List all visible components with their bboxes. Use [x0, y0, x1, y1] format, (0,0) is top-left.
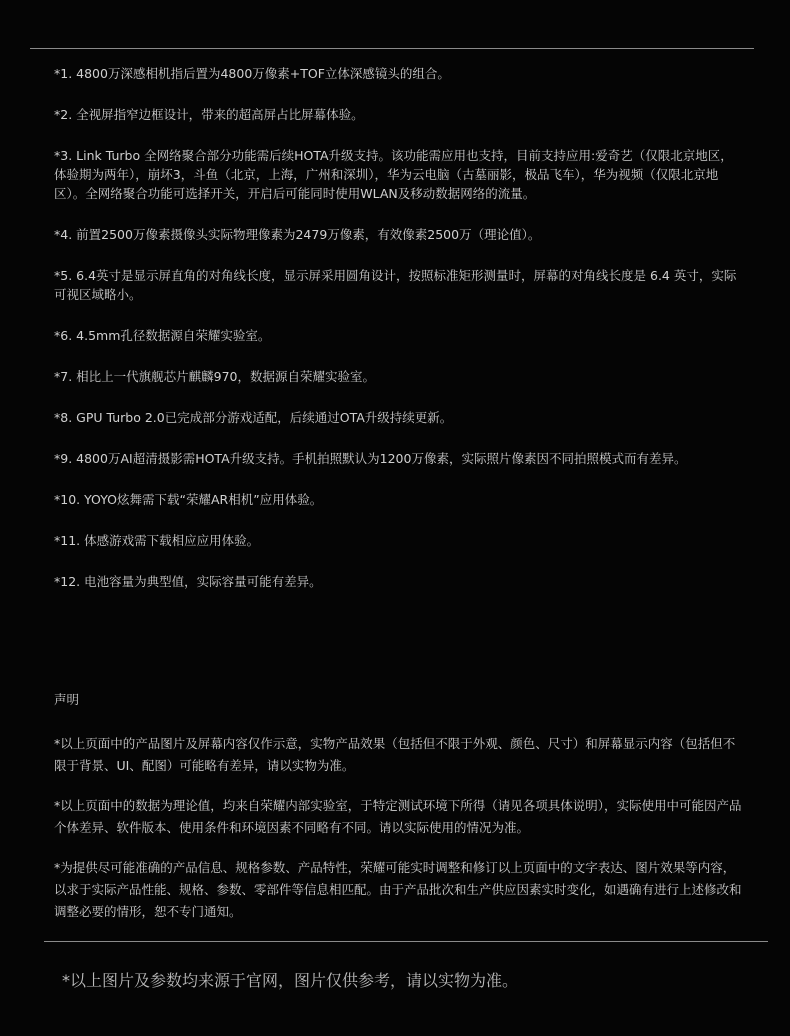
footnote-3: *3. Link Turbo 全网络聚合部分功能需后续HOTA升级支持。该功能需应用也支持，目前支持应用:爱奇艺（仅限北京地区，体验期为两年），崩坏3，斗鱼（北京，上海，广州和深圳），华为云电脑（古墓丽影，极品飞车），华为视频（仅限北京地区）。全网络聚合功能可选择开关，开启后可能同时使用WLAN及移动数据网络的流量。: [54, 148, 733, 201]
bottom-divider: [44, 941, 768, 942]
footnote-1: *1. 4800万深感相机指后置为4800万像素+TOF立体深感镜头的组合。: [54, 66, 450, 81]
footnote-11: *11. 体感游戏需下载相应应用体验。: [54, 533, 260, 548]
footnote-6: *6. 4.5mm孔径数据源自荣耀实验室。: [54, 328, 271, 343]
footnotes-list: [54, 64, 744, 613]
footnote-5: *5. 6.4英寸是显示屏直角的对角线长度，显示屏采用圆角设计，按照标准矩形测量时，屏幕的对角线长度是 6.4 英寸，实际可视区域略小。: [54, 268, 737, 302]
source-note: *以上图片及参数均来源于官网，图片仅供参考，请以实物为准。: [62, 971, 519, 990]
declaration-title: 声明: [54, 692, 80, 707]
top-divider: [30, 48, 754, 49]
declaration-paragraph: *以上页面中的产品图片及屏幕内容仅作示意，实物产品效果（包括但不限于外观、颜色、尺寸）和屏幕显示内容（包括但不限于背景、UI、配图）可能略有差异，请以实物为准。: [54, 736, 736, 773]
declaration-paragraph: *以上页面中的数据为理论值，均来自荣耀内部实验室，于特定测试环境下所得（请见各项具体说明），实际使用中可能因产品个体差异、软件版本、使用条件和环境因素不同略有不同。请以实际使用的情况为准。: [54, 798, 742, 835]
footnote-4: *4. 前置2500万像素摄像头实际物理像素为2479万像素，有效像素2500万（理论值）。: [54, 227, 541, 242]
declaration-paragraph: *为提供尽可能准确的产品信息、规格参数、产品特性，荣耀可能实时调整和修订以上页面中的文字表达、图片效果等内容，以求于实际产品性能、规格、参数、零部件等信息相匹配。由于产品批次和生产供应因素实时变化，如遇确有进行上述修改和调整必要的情形，恕不专门通知。: [54, 860, 742, 919]
footnote-10: *10. YOYO炫舞需下载“荣耀AR相机”应用体验。: [54, 492, 323, 507]
footnote-2: *2. 全视屏指窄边框设计，带来的超高屏占比屏幕体验。: [54, 107, 364, 122]
footnote-7: *7. 相比上一代旗舰芯片麒麟970，数据源自荣耀实验室。: [54, 369, 376, 384]
footnote-9: *9. 4800万AI超清摄影需HOTA升级支持。手机拍照默认为1200万像素，实际照片像素因不同拍照模式而有差异。: [54, 451, 687, 466]
footnote-8: *8. GPU Turbo 2.0已完成部分游戏适配，后续通过OTA升级持续更新。: [54, 410, 453, 425]
footnote-12: *12. 电池容量为典型值，实际容量可能有差异。: [54, 574, 322, 589]
